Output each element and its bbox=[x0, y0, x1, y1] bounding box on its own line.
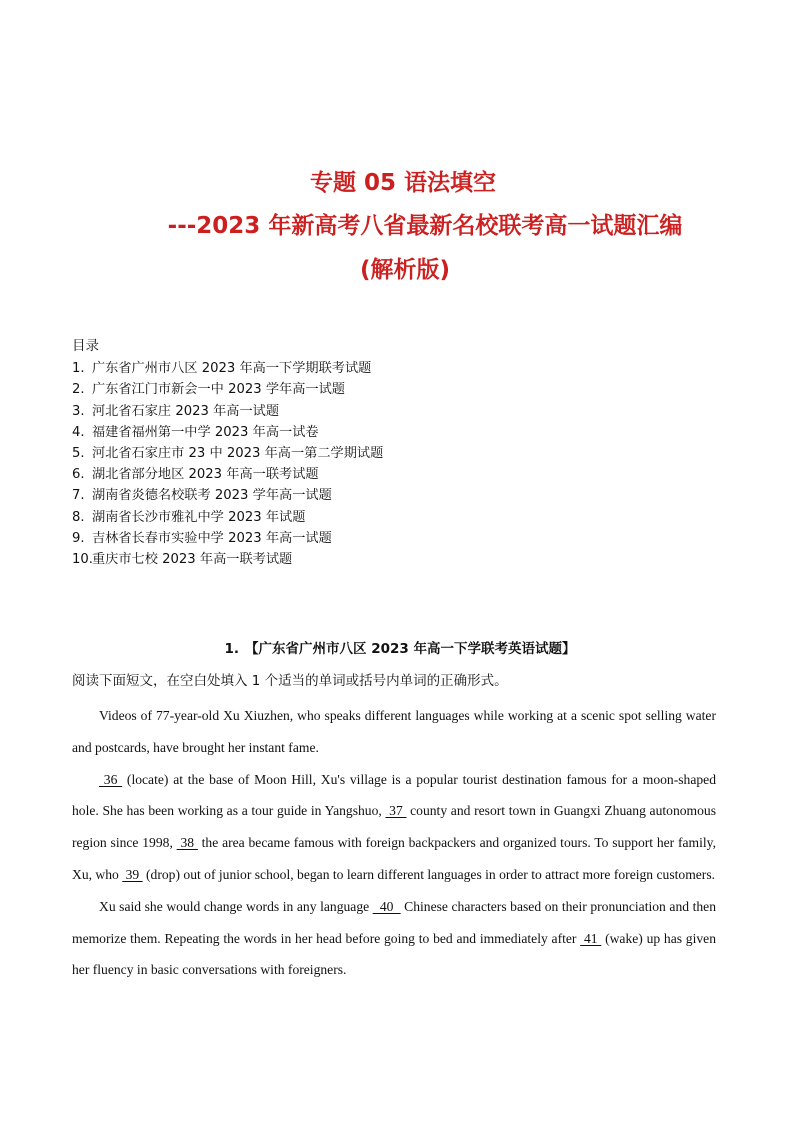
document-title-line3: (解析版) bbox=[359, 257, 451, 283]
toc-item-label: 湖南省长沙市雅礼中学 2023 年试题 bbox=[92, 509, 306, 525]
blank-37[interactable]: 37 bbox=[385, 803, 407, 819]
toc-item-label: 福建省福州第一中学 2023 年高一试卷 bbox=[92, 424, 319, 440]
toc-item-label: 湖南省炎德名校联考 2023 学年高一试题 bbox=[92, 488, 332, 504]
passage-text: Chinese characters based on their pronunciation and then memorize them. Repeating the words in her head before going to bed and immediately after bbox=[72, 898, 717, 946]
blank-41[interactable]: 41 bbox=[580, 930, 602, 946]
passage-text: Xu said she would change words in any language bbox=[99, 898, 373, 914]
toc-item[interactable] bbox=[72, 358, 732, 379]
toc-item-label: 重庆市七校 2023 年高一联考试题 bbox=[92, 552, 293, 568]
document-title-line1: 专题 05 语法填空 bbox=[309, 170, 497, 196]
blank-38[interactable]: 38 bbox=[176, 835, 198, 851]
toc-item-number: 6. bbox=[72, 467, 85, 483]
passage-text: (drop) out of junior school, began to learn different languages in order to attract more foreign customers. bbox=[142, 866, 716, 882]
section-heading bbox=[0, 637, 794, 657]
toc-item[interactable] bbox=[72, 422, 732, 443]
toc-item[interactable] bbox=[72, 464, 732, 485]
toc-item-label: 广东省广州市八区 2023 年高一下学期联考试题 bbox=[92, 361, 372, 377]
blank-36[interactable]: 36 bbox=[99, 771, 123, 787]
passage-paragraph bbox=[72, 764, 716, 891]
toc-item[interactable] bbox=[72, 485, 732, 506]
toc-item-number: 9. bbox=[72, 530, 85, 546]
passage-paragraph bbox=[72, 891, 716, 986]
toc-item-number: 2. bbox=[72, 382, 85, 398]
toc-item[interactable] bbox=[72, 443, 732, 464]
table-of-contents bbox=[72, 336, 732, 570]
passage-text: (locate) at the base of Moon Hill, Xu's village is a popular tourist destination famous for a moon-shaped hole. She has been working as a tour guide in Yangshuo, bbox=[72, 771, 716, 819]
toc-item-number: 3. bbox=[72, 403, 85, 419]
passage-text: the area became famous with foreign backpackers and organized tours. To support her family, Xu, who bbox=[72, 835, 716, 882]
toc-item[interactable] bbox=[72, 379, 732, 400]
blank-40[interactable]: 40 bbox=[372, 898, 401, 914]
toc-item-label: 湖北省部分地区 2023 年高一联考试题 bbox=[92, 467, 319, 483]
exercise-instruction: 阅读下面短文，在空白处填入 1 个适当的单词或括号内单词的正确形式。 bbox=[72, 673, 508, 689]
blank-39[interactable]: 39 bbox=[122, 866, 143, 882]
toc-item-number: 8. bbox=[72, 509, 85, 525]
toc-item-number: 1. bbox=[72, 361, 85, 377]
toc-item-number: 4. bbox=[72, 424, 85, 440]
passage-text: (wake) up has given her fluency in basic conversations with foreigners. bbox=[72, 930, 717, 978]
toc-item[interactable] bbox=[72, 549, 732, 570]
toc-item-number: 7. bbox=[72, 488, 85, 504]
toc-item-number: 5. bbox=[72, 446, 85, 462]
passage-text: county and resort town in Guangxi Zhuang autonomous region since 1998, bbox=[72, 803, 717, 851]
toc-item-label: 河北省石家庄 2023 年高一试题 bbox=[92, 403, 280, 419]
section-number: 1. bbox=[224, 641, 240, 657]
toc-item[interactable] bbox=[72, 401, 732, 422]
toc-item-label: 吉林省长春市实验中学 2023 年高一试题 bbox=[92, 530, 332, 546]
toc-item-label: 广东省江门市新会一中 2023 学年高一试题 bbox=[92, 382, 345, 398]
document-title-line2: ---2023 年新高考八省最新名校联考高一试题汇编 bbox=[167, 213, 683, 239]
toc-item-number: 10. bbox=[72, 552, 93, 568]
passage-paragraph: Videos of 77-year-old Xu Xiuzhen, who speaks different languages while working at a scenic spot selling water and postcards, have brought her instant fame. bbox=[72, 708, 716, 755]
section-title: 【广东省广州市八区 2023 年高一下学联考英语试题】 bbox=[245, 641, 576, 657]
toc-heading: 目录 bbox=[72, 338, 99, 354]
toc-list bbox=[72, 358, 732, 570]
toc-item[interactable] bbox=[72, 507, 732, 528]
toc-item[interactable] bbox=[72, 528, 732, 549]
toc-item-label: 河北省石家庄市 23 中 2023 年高一第二学期试题 bbox=[92, 446, 384, 462]
reading-passage bbox=[72, 700, 716, 986]
